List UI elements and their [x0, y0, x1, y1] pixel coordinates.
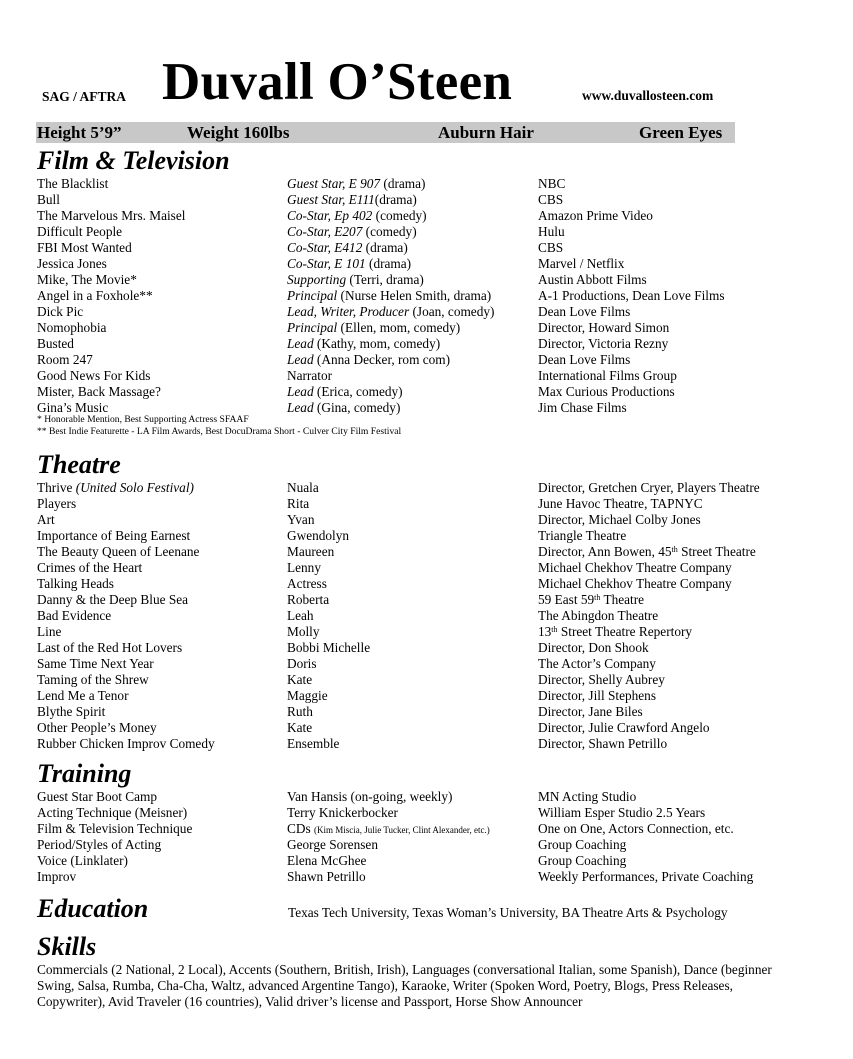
credit-role [287, 368, 332, 384]
training-heading: Training [37, 759, 132, 788]
company: June Havoc Theatre, TAPNYC [538, 496, 703, 511]
play-title: Same Time Next Year [37, 656, 154, 671]
list-item [37, 704, 817, 720]
website-link[interactable]: www.duvallosteen.com [582, 88, 714, 103]
list-item [37, 688, 817, 704]
list-item [37, 496, 817, 512]
training-teacher: Terry Knickerbocker [287, 805, 398, 820]
stat-height: Height 5’9” [37, 123, 122, 142]
credit-role [287, 208, 427, 224]
credit-detail: Narrator [287, 368, 333, 383]
list-item [37, 176, 817, 192]
training-subject: Film & Television Technique [37, 821, 193, 836]
play-title: Last of the Red Hot Lovers [37, 640, 183, 655]
role: Ruth [287, 704, 313, 719]
credit-role [287, 224, 417, 240]
list-item [37, 624, 817, 640]
company: Director, Jill Stephens [538, 688, 657, 703]
festival-name: (United Solo Festival) [75, 480, 194, 495]
teacher-text: CDs [287, 821, 314, 836]
skills-heading: Skills [37, 932, 97, 961]
teacher-names: (Kim Miscia, Julie Tucker, Clint Alexander, etc.) [313, 825, 490, 835]
credit-company: Dean Love Films [538, 304, 631, 319]
credit-company: Dean Love Films [538, 352, 631, 367]
credit-type: Principal [287, 320, 338, 335]
ordinal-suffix: th [671, 545, 678, 554]
credit-company: Max Curious Productions [538, 384, 675, 399]
list-item [37, 736, 817, 752]
training-place: One on One, Actors Connection, etc. [538, 821, 734, 836]
play-title: Taming of the Shrew [37, 672, 149, 687]
role: Maggie [287, 688, 328, 703]
credit-company: NBC [538, 176, 566, 191]
company [538, 624, 692, 640]
training-place: Group Coaching [538, 853, 627, 868]
credit-title: Nomophobia [37, 320, 107, 335]
credit-detail: (Nurse Helen Smith, drama) [337, 288, 492, 303]
training-place: MN Acting Studio [538, 789, 637, 804]
credit-role [287, 320, 460, 336]
theatre-heading: Theatre [37, 450, 121, 479]
role: Yvan [287, 512, 315, 527]
role: Maureen [287, 544, 335, 559]
ordinal-suffix: th [594, 593, 601, 602]
credit-title: Difficult People [37, 224, 123, 239]
role: Actress [287, 576, 327, 591]
play-title: Art [37, 512, 55, 527]
credit-detail: (Joan, comedy) [409, 304, 495, 319]
resume-header [36, 52, 736, 112]
credit-detail: (Gina, comedy) [313, 400, 401, 415]
list-item [37, 512, 817, 528]
role: Kate [287, 672, 313, 687]
credit-company: Marvel / Netflix [538, 256, 625, 271]
list-item [37, 592, 817, 608]
play-title [37, 480, 194, 496]
role: Rita [287, 496, 310, 511]
credit-company: Amazon Prime Video [538, 208, 653, 223]
list-item [37, 720, 817, 736]
skills-text: Commercials (2 National, 2 Local), Accents (Southern, British, Irish), Languages (conversational Italian, some Spanish), Dance (beginner Swing, Salsa, Rumba, Cha-Cha, Waltz, advanced Argentine Tango), Karaoke, Writer (Spoken Word, Poetry, Blogs, Press Releases, Copywriter), Avid Traveler (16 countries), Valid driver’s license and Passport, Horse Show Announcer [37, 962, 772, 1009]
credit-detail: (Kathy, mom, comedy) [313, 336, 441, 351]
list-item [37, 576, 817, 592]
play-title-text: Thrive [37, 480, 76, 495]
education-heading: Education [37, 894, 149, 923]
list-item [37, 656, 817, 672]
actor-name: Duvall O’Steen [162, 53, 513, 111]
footnote-2: ** Best Indie Featurette - LA Film Awards, Best DocuDrama Short - Culver City Film Festival [37, 426, 402, 437]
credit-role [287, 336, 440, 352]
list-item [37, 837, 817, 853]
credit-detail: (drama) [380, 176, 426, 191]
theatre-list [37, 480, 817, 752]
credit-company: Austin Abbott Films [538, 272, 647, 287]
role: Gwendolyn [287, 528, 350, 543]
list-item [37, 256, 817, 272]
credit-detail: (Ellen, mom, comedy) [337, 320, 461, 335]
credit-role [287, 304, 494, 320]
list-item [37, 224, 817, 240]
company [538, 544, 756, 560]
credit-role [287, 240, 408, 256]
credit-title: Dick Pic [37, 304, 84, 319]
list-item [37, 869, 817, 885]
credit-detail: (comedy) [372, 208, 427, 223]
credit-title: Bull [37, 192, 60, 207]
list-item [37, 208, 817, 224]
credit-type: Lead [287, 400, 314, 415]
list-item [37, 240, 817, 256]
list-item [37, 528, 817, 544]
play-title: Talking Heads [37, 576, 114, 591]
list-item [37, 821, 817, 837]
training-teacher: George Sorensen [287, 837, 378, 852]
credit-detail: (Erica, comedy) [313, 384, 403, 399]
credit-title: Good News For Kids [37, 368, 151, 383]
play-title: Players [37, 496, 77, 511]
role: Lenny [287, 560, 321, 575]
list-item [37, 352, 817, 368]
company: Michael Chekhov Theatre Company [538, 560, 732, 575]
credit-company: Hulu [538, 224, 565, 239]
play-title: The Beauty Queen of Leenane [37, 544, 200, 559]
credit-title: Busted [37, 336, 74, 351]
film-footnotes [37, 414, 401, 438]
play-title: Line [37, 624, 62, 639]
role: Ensemble [287, 736, 340, 751]
credit-type: Co-Star, E207 [287, 224, 363, 239]
list-item [37, 640, 817, 656]
list-item [37, 304, 817, 320]
stats-bar [36, 122, 735, 143]
credit-type: Supporting [287, 272, 347, 287]
role: Bobbi Michelle [287, 640, 371, 655]
role: Kate [287, 720, 313, 735]
credit-type: Lead [287, 336, 314, 351]
film-tv-heading: Film & Television [37, 146, 230, 175]
credit-role [287, 384, 403, 400]
list-item [37, 384, 817, 400]
company [538, 592, 644, 608]
credit-detail: (drama) [374, 192, 417, 207]
credit-company: Jim Chase Films [538, 400, 627, 415]
list-item [37, 272, 817, 288]
play-title: Bad Evidence [37, 608, 112, 623]
list-item [37, 789, 817, 805]
credit-company: A-1 Productions, Dean Love Films [538, 288, 725, 303]
training-teacher [287, 821, 490, 838]
credit-type: Co-Star, E412 [287, 240, 363, 255]
credit-detail: (Anna Decker, rom com) [313, 352, 451, 367]
list-item [37, 544, 817, 560]
training-teacher: Shawn Petrillo [287, 869, 366, 884]
company: Director, Julie Crawford Angelo [538, 720, 710, 735]
company: The Actor’s Company [538, 656, 656, 671]
footnote-1: * Honorable Mention, Best Supporting Actress SFAAF [37, 414, 249, 425]
credit-title: Room 247 [37, 352, 93, 367]
credit-role [287, 256, 411, 272]
list-item [37, 288, 817, 304]
credit-type: Lead, Writer, Producer [287, 304, 410, 319]
company: The Abingdon Theatre [538, 608, 659, 623]
credit-title: The Marvelous Mrs. Maisel [37, 208, 186, 223]
company-text: 13 [538, 624, 552, 639]
play-title: Crimes of the Heart [37, 560, 143, 575]
credit-company: Director, Victoria Rezny [538, 336, 669, 351]
list-item [37, 480, 817, 496]
credit-title: Mister, Back Massage? [37, 384, 161, 399]
training-list [37, 789, 817, 885]
company-text: Director, Ann Bowen, 45 [538, 544, 672, 559]
credit-detail: (Terri, drama) [346, 272, 424, 287]
credit-title: Mike, The Movie* [37, 272, 137, 287]
credit-type: Co-Star, Ep 402 [287, 208, 373, 223]
training-teacher: Elena McGhee [287, 853, 367, 868]
list-item [37, 368, 817, 384]
role: Doris [287, 656, 317, 671]
credit-company: CBS [538, 192, 564, 207]
credit-type: Principal [287, 288, 338, 303]
training-place: William Esper Studio 2.5 Years [538, 805, 706, 820]
company-text: Street Theatre Repertory [557, 624, 693, 639]
training-subject: Voice (Linklater) [37, 853, 128, 868]
play-title: Importance of Being Earnest [37, 528, 191, 543]
role: Leah [287, 608, 314, 623]
credit-title: FBI Most Wanted [37, 240, 132, 255]
company-text: Street Theatre [677, 544, 756, 559]
training-subject: Acting Technique (Meisner) [37, 805, 188, 820]
company: Triangle Theatre [538, 528, 627, 543]
credit-type: Lead [287, 352, 314, 367]
training-place: Group Coaching [538, 837, 627, 852]
credit-title: Jessica Jones [37, 256, 107, 271]
credit-company: CBS [538, 240, 564, 255]
credit-title: The Blacklist [37, 176, 109, 191]
credit-detail: (drama) [362, 240, 408, 255]
stat-hair: Auburn Hair [438, 123, 534, 142]
company: Director, Don Shook [538, 640, 649, 655]
list-item [37, 672, 817, 688]
credit-role [287, 176, 425, 192]
company: Director, Gretchen Cryer, Players Theatre [538, 480, 760, 495]
credit-company: Director, Howard Simon [538, 320, 670, 335]
film-tv-list [37, 176, 817, 416]
company-text: Theatre [600, 592, 645, 607]
ordinal-suffix: th [551, 625, 558, 634]
company: Director, Michael Colby Jones [538, 512, 701, 527]
credit-role [287, 288, 491, 304]
credit-title: Gina’s Music [37, 400, 109, 415]
play-title: Blythe Spirit [37, 704, 106, 719]
play-title: Other People’s Money [37, 720, 157, 735]
company: Michael Chekhov Theatre Company [538, 576, 732, 591]
training-teacher: Van Hansis (on-going, weekly) [287, 789, 453, 804]
play-title: Rubber Chicken Improv Comedy [37, 736, 215, 751]
credit-type: Guest Star, E111 [287, 192, 375, 207]
training-subject: Improv [37, 869, 77, 884]
role: Molly [287, 624, 320, 639]
list-item [37, 192, 817, 208]
credit-detail: (comedy) [362, 224, 417, 239]
list-item [37, 608, 817, 624]
credit-role [287, 352, 450, 368]
training-place: Weekly Performances, Private Coaching [538, 869, 754, 884]
list-item [37, 853, 817, 869]
stat-weight: Weight 160lbs [187, 123, 290, 142]
play-title: Danny & the Deep Blue Sea [37, 592, 189, 607]
education-text: Texas Tech University, Texas Woman’s University, BA Theatre Arts & Psychology [288, 905, 728, 920]
union-affiliation: SAG / AFTRA [42, 89, 127, 104]
training-subject: Period/Styles of Acting [37, 837, 162, 852]
list-item [37, 336, 817, 352]
company: Director, Shelly Aubrey [538, 672, 665, 687]
company: Director, Shawn Petrillo [538, 736, 668, 751]
credit-detail: (drama) [365, 256, 412, 271]
role: Nuala [287, 480, 319, 495]
stat-eyes: Green Eyes [639, 123, 723, 142]
list-item [37, 320, 817, 336]
credit-title: Angel in a Foxhole** [37, 288, 153, 303]
company: Director, Jane Biles [538, 704, 643, 719]
credit-type: Guest Star, E 907 [287, 176, 381, 191]
credit-role [287, 272, 424, 288]
list-item [37, 805, 817, 821]
play-title: Lend Me a Tenor [37, 688, 129, 703]
credit-company: International Films Group [538, 368, 677, 383]
credit-type: Co-Star, E 101 [287, 256, 366, 271]
list-item [37, 560, 817, 576]
credit-role [287, 192, 417, 208]
training-subject: Guest Star Boot Camp [37, 789, 158, 804]
role: Roberta [287, 592, 330, 607]
company-text: 59 East 59 [538, 592, 595, 607]
credit-type: Lead [287, 384, 314, 399]
